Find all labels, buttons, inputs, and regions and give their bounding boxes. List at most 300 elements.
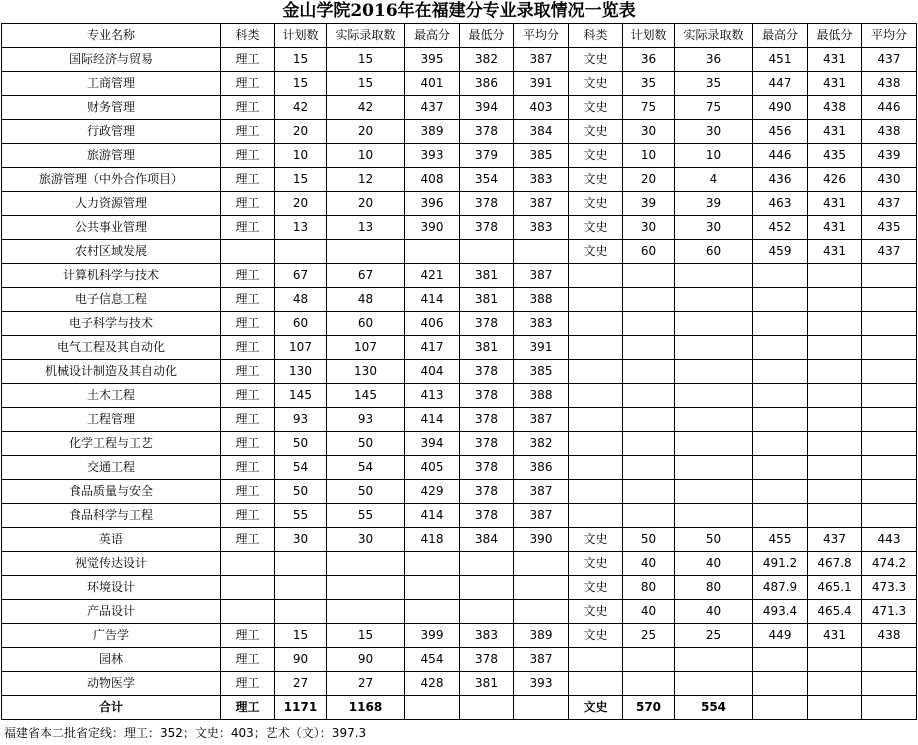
table-cell: 75: [675, 96, 753, 120]
table-cell: 431: [808, 72, 862, 96]
table-cell: 431: [808, 192, 862, 216]
major-name-cell: 电气工程及其自动化: [2, 336, 221, 360]
table-cell: 383: [514, 168, 569, 192]
table-cell: 80: [623, 576, 675, 600]
table-cell: 90: [275, 648, 327, 672]
major-name-cell: 广告学: [2, 624, 221, 648]
table-cell: 430: [862, 168, 917, 192]
table-cell: 437: [405, 96, 460, 120]
table-header-row: [2, 24, 917, 48]
table-row: [2, 96, 917, 120]
table-cell: 理工: [221, 480, 275, 504]
table-cell: 最高分: [405, 24, 460, 48]
table-cell: [460, 240, 514, 264]
table-cell: 390: [514, 528, 569, 552]
table-cell: [569, 504, 623, 528]
major-name-cell: 财务管理: [2, 96, 221, 120]
major-name-cell: 交通工程: [2, 456, 221, 480]
major-name-cell: 国际经济与贸易: [2, 48, 221, 72]
table-cell: [514, 600, 569, 624]
table-cell: 30: [675, 120, 753, 144]
table-cell: 107: [327, 336, 405, 360]
table-cell: 382: [460, 48, 514, 72]
major-name-cell: 食品质量与安全: [2, 480, 221, 504]
table-cell: 451: [753, 48, 808, 72]
major-name-cell: 机械设计制造及其自动化: [2, 360, 221, 384]
table-row: [2, 600, 917, 624]
table-cell: 15: [327, 72, 405, 96]
table-cell: 378: [460, 648, 514, 672]
table-cell: [862, 264, 917, 288]
table-cell: [862, 432, 917, 456]
table-cell: [808, 264, 862, 288]
major-name-cell: 工商管理: [2, 72, 221, 96]
table-cell: 93: [275, 408, 327, 432]
table-cell: [753, 696, 808, 720]
table-cell: 最低分: [808, 24, 862, 48]
table-cell: 393: [514, 672, 569, 696]
table-cell: 381: [460, 288, 514, 312]
table-row: [2, 672, 917, 696]
table-cell: [275, 552, 327, 576]
table-cell: 490: [753, 96, 808, 120]
table-cell: [675, 336, 753, 360]
table-cell: [623, 384, 675, 408]
table-cell: 570: [623, 696, 675, 720]
table-cell: 40: [675, 552, 753, 576]
table-cell: 理工: [221, 624, 275, 648]
table-cell: [327, 240, 405, 264]
table-cell: 10: [327, 144, 405, 168]
table-cell: [514, 552, 569, 576]
table-cell: 387: [514, 408, 569, 432]
table-cell: 48: [275, 288, 327, 312]
table-cell: 39: [675, 192, 753, 216]
table-cell: 67: [327, 264, 405, 288]
table-cell: 文史: [569, 624, 623, 648]
table-cell: 403: [514, 96, 569, 120]
table-cell: 35: [623, 72, 675, 96]
table-cell: 145: [275, 384, 327, 408]
table-cell: 379: [460, 144, 514, 168]
table-cell: 计划数: [623, 24, 675, 48]
table-cell: 107: [275, 336, 327, 360]
table-row: [2, 408, 917, 432]
table-cell: [753, 264, 808, 288]
major-name-cell: 化学工程与工艺: [2, 432, 221, 456]
table-cell: 385: [514, 144, 569, 168]
table-cell: [862, 480, 917, 504]
table-cell: 401: [405, 72, 460, 96]
table-cell: [221, 552, 275, 576]
table-cell: 554: [675, 696, 753, 720]
table-cell: [623, 456, 675, 480]
table-cell: 438: [862, 624, 917, 648]
major-name-cell: 电子信息工程: [2, 288, 221, 312]
major-name-cell: 土木工程: [2, 384, 221, 408]
table-cell: 93: [327, 408, 405, 432]
table-cell: 27: [327, 672, 405, 696]
table-cell: 405: [405, 456, 460, 480]
table-cell: 467.8: [808, 552, 862, 576]
table-row: [2, 456, 917, 480]
table-cell: 4: [675, 168, 753, 192]
table-cell: [675, 288, 753, 312]
table-cell: 30: [275, 528, 327, 552]
table-cell: [675, 672, 753, 696]
table-cell: 42: [275, 96, 327, 120]
table-cell: 36: [623, 48, 675, 72]
table-total-row: [2, 696, 917, 720]
table-cell: 理工: [221, 312, 275, 336]
table-cell: [675, 648, 753, 672]
table-cell: 40: [623, 552, 675, 576]
table-cell: 90: [327, 648, 405, 672]
table-cell: 378: [460, 432, 514, 456]
table-row: [2, 144, 917, 168]
table-cell: 378: [460, 192, 514, 216]
table-cell: 381: [460, 672, 514, 696]
table-cell: 383: [514, 216, 569, 240]
table-cell: 理工: [221, 384, 275, 408]
table-cell: [862, 336, 917, 360]
table-cell: 50: [327, 432, 405, 456]
table-cell: [623, 504, 675, 528]
table-cell: [753, 672, 808, 696]
major-name-cell: 专业名称: [2, 24, 221, 48]
table-cell: 414: [405, 288, 460, 312]
table-cell: 387: [514, 264, 569, 288]
table-cell: 文史: [569, 192, 623, 216]
table-cell: 理工: [221, 648, 275, 672]
table-cell: 431: [808, 120, 862, 144]
table-cell: 446: [862, 96, 917, 120]
table-cell: 27: [275, 672, 327, 696]
table-cell: [862, 456, 917, 480]
table-cell: [327, 576, 405, 600]
table-cell: 437: [862, 48, 917, 72]
table-cell: 40: [623, 600, 675, 624]
table-cell: 394: [405, 432, 460, 456]
table-cell: 15: [275, 48, 327, 72]
table-row: [2, 216, 917, 240]
table-cell: 378: [460, 312, 514, 336]
table-cell: [460, 696, 514, 720]
table-cell: 60: [275, 312, 327, 336]
table-cell: [623, 360, 675, 384]
table-cell: [569, 480, 623, 504]
table-row: [2, 552, 917, 576]
table-cell: 科类: [569, 24, 623, 48]
table-cell: 文史: [569, 168, 623, 192]
table-cell: 30: [623, 216, 675, 240]
table-cell: 399: [405, 624, 460, 648]
table-row: [2, 264, 917, 288]
table-cell: [623, 312, 675, 336]
table-cell: 452: [753, 216, 808, 240]
table-cell: 378: [460, 120, 514, 144]
table-cell: 385: [514, 360, 569, 384]
table-cell: 404: [405, 360, 460, 384]
table-cell: 文史: [569, 216, 623, 240]
table-cell: 54: [327, 456, 405, 480]
table-cell: 1171: [275, 696, 327, 720]
table-cell: 文史: [569, 600, 623, 624]
table-cell: 389: [405, 120, 460, 144]
major-name-cell: 行政管理: [2, 120, 221, 144]
table-row: [2, 336, 917, 360]
table-cell: [753, 432, 808, 456]
table-cell: 20: [623, 168, 675, 192]
major-name-cell: 旅游管理（中外合作项目）: [2, 168, 221, 192]
table-cell: 最高分: [753, 24, 808, 48]
table-cell: [808, 312, 862, 336]
table-cell: 386: [460, 72, 514, 96]
table-cell: [808, 480, 862, 504]
table-cell: [808, 672, 862, 696]
table-cell: 414: [405, 408, 460, 432]
table-cell: [862, 408, 917, 432]
table-cell: [275, 600, 327, 624]
table-cell: [623, 264, 675, 288]
table-cell: [753, 312, 808, 336]
table-cell: 15: [327, 624, 405, 648]
table-cell: 30: [623, 120, 675, 144]
table-cell: 39: [623, 192, 675, 216]
table-cell: [623, 288, 675, 312]
table-cell: [862, 312, 917, 336]
table-cell: [862, 504, 917, 528]
table-cell: [675, 312, 753, 336]
table-cell: [808, 456, 862, 480]
table-cell: 396: [405, 192, 460, 216]
table-cell: [460, 576, 514, 600]
table-cell: 20: [327, 120, 405, 144]
table-cell: [675, 360, 753, 384]
table-cell: 理工: [221, 336, 275, 360]
table-cell: 1168: [327, 696, 405, 720]
table-cell: 12: [327, 168, 405, 192]
table-cell: 15: [275, 168, 327, 192]
table-cell: 394: [460, 96, 514, 120]
table-cell: 454: [405, 648, 460, 672]
major-name-cell: 农村区域发展: [2, 240, 221, 264]
table-cell: 435: [808, 144, 862, 168]
table-cell: 387: [514, 192, 569, 216]
table-cell: 理工: [221, 48, 275, 72]
table-cell: 最低分: [460, 24, 514, 48]
table-cell: [753, 384, 808, 408]
table-cell: [808, 336, 862, 360]
table-row: [2, 624, 917, 648]
table-cell: 383: [460, 624, 514, 648]
table-cell: 平均分: [862, 24, 917, 48]
table-cell: 30: [675, 216, 753, 240]
table-cell: 理工: [221, 432, 275, 456]
table-cell: 384: [460, 528, 514, 552]
table-cell: 459: [753, 240, 808, 264]
table-cell: 438: [862, 72, 917, 96]
table-cell: 50: [623, 528, 675, 552]
table-cell: 文史: [569, 240, 623, 264]
table-cell: 理工: [221, 504, 275, 528]
table-cell: 381: [460, 336, 514, 360]
table-cell: [808, 648, 862, 672]
table-cell: 55: [275, 504, 327, 528]
table-cell: 13: [275, 216, 327, 240]
table-cell: 406: [405, 312, 460, 336]
table-cell: [862, 648, 917, 672]
major-name-cell: 公共事业管理: [2, 216, 221, 240]
table-cell: 378: [460, 216, 514, 240]
table-cell: 10: [675, 144, 753, 168]
table-row: [2, 648, 917, 672]
table-cell: 理工: [221, 360, 275, 384]
table-cell: 理工: [221, 264, 275, 288]
table-cell: [460, 600, 514, 624]
table-cell: 130: [275, 360, 327, 384]
table-cell: 447: [753, 72, 808, 96]
table-cell: 443: [862, 528, 917, 552]
table-cell: [221, 600, 275, 624]
table-cell: 386: [514, 456, 569, 480]
table-cell: 67: [275, 264, 327, 288]
table-cell: [862, 288, 917, 312]
table-cell: [405, 552, 460, 576]
table-cell: 理工: [221, 96, 275, 120]
table-row: [2, 360, 917, 384]
table-cell: [514, 576, 569, 600]
table-cell: 60: [675, 240, 753, 264]
table-cell: [862, 672, 917, 696]
table-row: [2, 528, 917, 552]
table-cell: [275, 576, 327, 600]
table-cell: 35: [675, 72, 753, 96]
table-cell: [623, 672, 675, 696]
table-cell: [569, 360, 623, 384]
table-cell: [623, 408, 675, 432]
table-cell: [623, 648, 675, 672]
table-cell: [675, 408, 753, 432]
major-name-cell: 英语: [2, 528, 221, 552]
table-cell: 449: [753, 624, 808, 648]
table-cell: 455: [753, 528, 808, 552]
table-cell: [675, 480, 753, 504]
table-cell: 文史: [569, 552, 623, 576]
table-cell: 378: [460, 504, 514, 528]
table-cell: [753, 360, 808, 384]
table-cell: 387: [514, 48, 569, 72]
table-cell: 429: [405, 480, 460, 504]
major-name-cell: 产品设计: [2, 600, 221, 624]
table-cell: 378: [460, 456, 514, 480]
table-cell: 383: [514, 312, 569, 336]
table-cell: [675, 384, 753, 408]
major-name-cell: 视觉传达设计: [2, 552, 221, 576]
table-cell: 389: [514, 624, 569, 648]
table-cell: 421: [405, 264, 460, 288]
table-cell: [327, 600, 405, 624]
table-cell: 414: [405, 504, 460, 528]
table-cell: 理工: [221, 192, 275, 216]
table-cell: [514, 696, 569, 720]
table-cell: 15: [327, 48, 405, 72]
table-cell: 实际录取数: [327, 24, 405, 48]
table-cell: 431: [808, 216, 862, 240]
table-cell: 378: [460, 384, 514, 408]
table-cell: 80: [675, 576, 753, 600]
table-cell: 50: [275, 480, 327, 504]
table-cell: [808, 504, 862, 528]
table-cell: 145: [327, 384, 405, 408]
table-cell: 473.3: [862, 576, 917, 600]
table-cell: 487.9: [753, 576, 808, 600]
table-cell: 391: [514, 336, 569, 360]
table-row: [2, 312, 917, 336]
table-cell: [569, 384, 623, 408]
table-cell: [753, 456, 808, 480]
table-cell: 50: [275, 432, 327, 456]
table-cell: 15: [275, 624, 327, 648]
table-cell: 文史: [569, 96, 623, 120]
table-cell: [862, 384, 917, 408]
table-cell: [808, 696, 862, 720]
table-cell: 40: [675, 600, 753, 624]
table-cell: [405, 696, 460, 720]
table-cell: [808, 408, 862, 432]
major-name-cell: 人力资源管理: [2, 192, 221, 216]
major-name-cell: 工程管理: [2, 408, 221, 432]
table-cell: 理工: [221, 408, 275, 432]
table-cell: [569, 648, 623, 672]
table-cell: 388: [514, 288, 569, 312]
table-cell: 文史: [569, 48, 623, 72]
table-cell: [221, 240, 275, 264]
table-row: [2, 504, 917, 528]
table-row: [2, 432, 917, 456]
table-cell: [862, 696, 917, 720]
table-cell: 387: [514, 480, 569, 504]
table-cell: 理工: [221, 72, 275, 96]
table-cell: [405, 240, 460, 264]
table-cell: 493.4: [753, 600, 808, 624]
table-cell: 387: [514, 648, 569, 672]
table-cell: [675, 432, 753, 456]
table-cell: 理工: [221, 168, 275, 192]
table-cell: 471.3: [862, 600, 917, 624]
table-cell: [808, 288, 862, 312]
table-cell: [675, 504, 753, 528]
table-cell: 15: [275, 72, 327, 96]
table-cell: 418: [405, 528, 460, 552]
major-name-cell: 食品科学与工程: [2, 504, 221, 528]
table-cell: 393: [405, 144, 460, 168]
table-cell: [569, 336, 623, 360]
table-cell: 75: [623, 96, 675, 120]
table-cell: [569, 432, 623, 456]
table-cell: 390: [405, 216, 460, 240]
table-cell: 54: [275, 456, 327, 480]
table-cell: 437: [862, 240, 917, 264]
table-cell: 理工: [221, 696, 275, 720]
table-cell: [862, 360, 917, 384]
table-cell: 130: [327, 360, 405, 384]
table-cell: [514, 240, 569, 264]
major-name-cell: 园林: [2, 648, 221, 672]
table-cell: 60: [623, 240, 675, 264]
table-cell: [569, 288, 623, 312]
table-cell: [221, 576, 275, 600]
